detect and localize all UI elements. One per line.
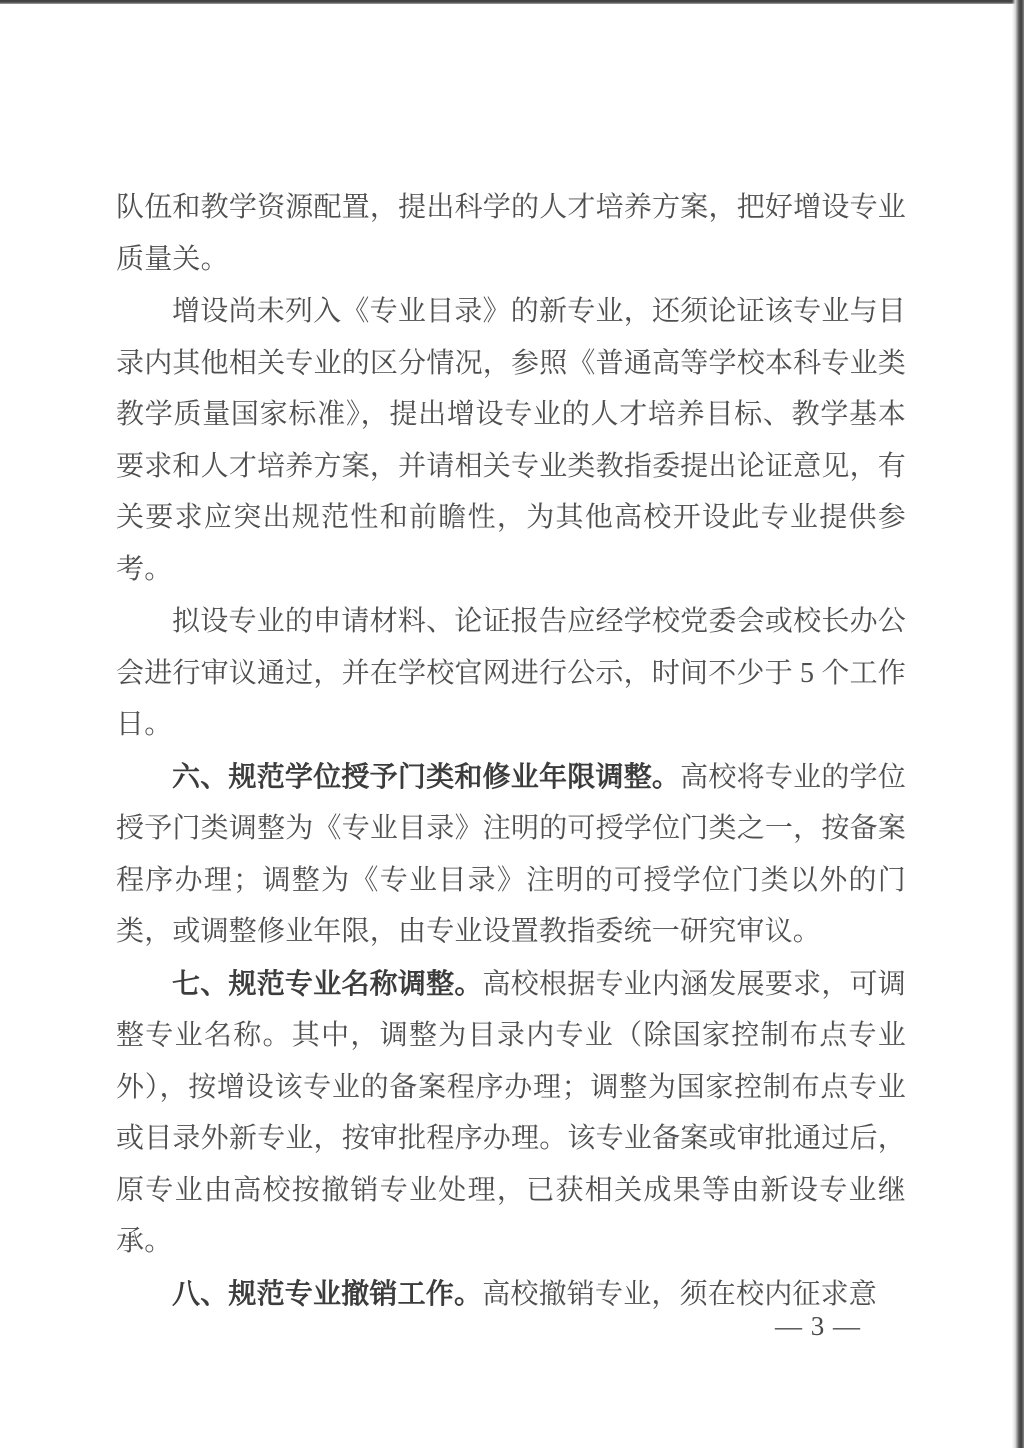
page-number: — 3 — bbox=[775, 1311, 861, 1341]
paragraph-text: 高校将专业的学位授予门类调整为《专业目录》注明的可授学位门类之一，按备案程序办理；调整为《专业目录》注明的可授学位门类以外的门类，或调整修业年限，由专业设置教指委统一研究审议。 bbox=[116, 761, 906, 947]
section-7-heading: 七、规范专业名称调整。 bbox=[172, 967, 483, 999]
paragraph-text: 增设尚未列入《专业目录》的新专业，还须论证该专业与目录内其他相关专业的区分情况，参照《普通高等学校本科专业类教学质量国家标准》，提出增设专业的人才培养目标、教学基本要求和人才培养方案，并请相关专业类教指委提出论证意见，有关要求应突出规范性和前瞻性，为其他高校开设此专业提供参考。 bbox=[116, 296, 906, 585]
paragraph-text: 高校撤销专业，须在校内征求意 bbox=[482, 1278, 878, 1310]
scan-right-edge bbox=[1012, 0, 1024, 1448]
paragraph-section-6 bbox=[116, 751, 906, 958]
document-body bbox=[116, 181, 906, 1320]
paragraph-new-major-outside-catalog bbox=[116, 285, 906, 595]
paragraph-text: 高校根据专业内涵发展要求，可调整专业名称。其中，调整为目录内专业（除国家控制布点专业外），按增设该专业的备案程序办理；调整为国家控制布点专业或目录外新专业，按审批程序办理。该专业备案或审批通过后，原专业由高校按撤销专业处理，已获相关成果等由新设专业继承。 bbox=[116, 968, 906, 1257]
paragraph-text: 拟设专业的申请材料、论证报告应经学校党委会或校长办公会进行审议通过，并在学校官网进行公示，时间不少于 5 个工作日。 bbox=[116, 606, 907, 740]
paragraph-continuation bbox=[116, 181, 906, 285]
paragraph-text: 队伍和教学资源配置，提出科学的人才培养方案，把好增设专业质量关。 bbox=[116, 192, 906, 275]
paragraph-application-materials-review bbox=[116, 595, 906, 751]
section-8-heading: 八、规范专业撤销工作。 bbox=[172, 1277, 483, 1309]
paragraph-section-7 bbox=[116, 958, 906, 1268]
scan-top-edge bbox=[0, 0, 1024, 4]
section-6-heading: 六、规范学位授予门类和修业年限调整。 bbox=[172, 760, 681, 792]
